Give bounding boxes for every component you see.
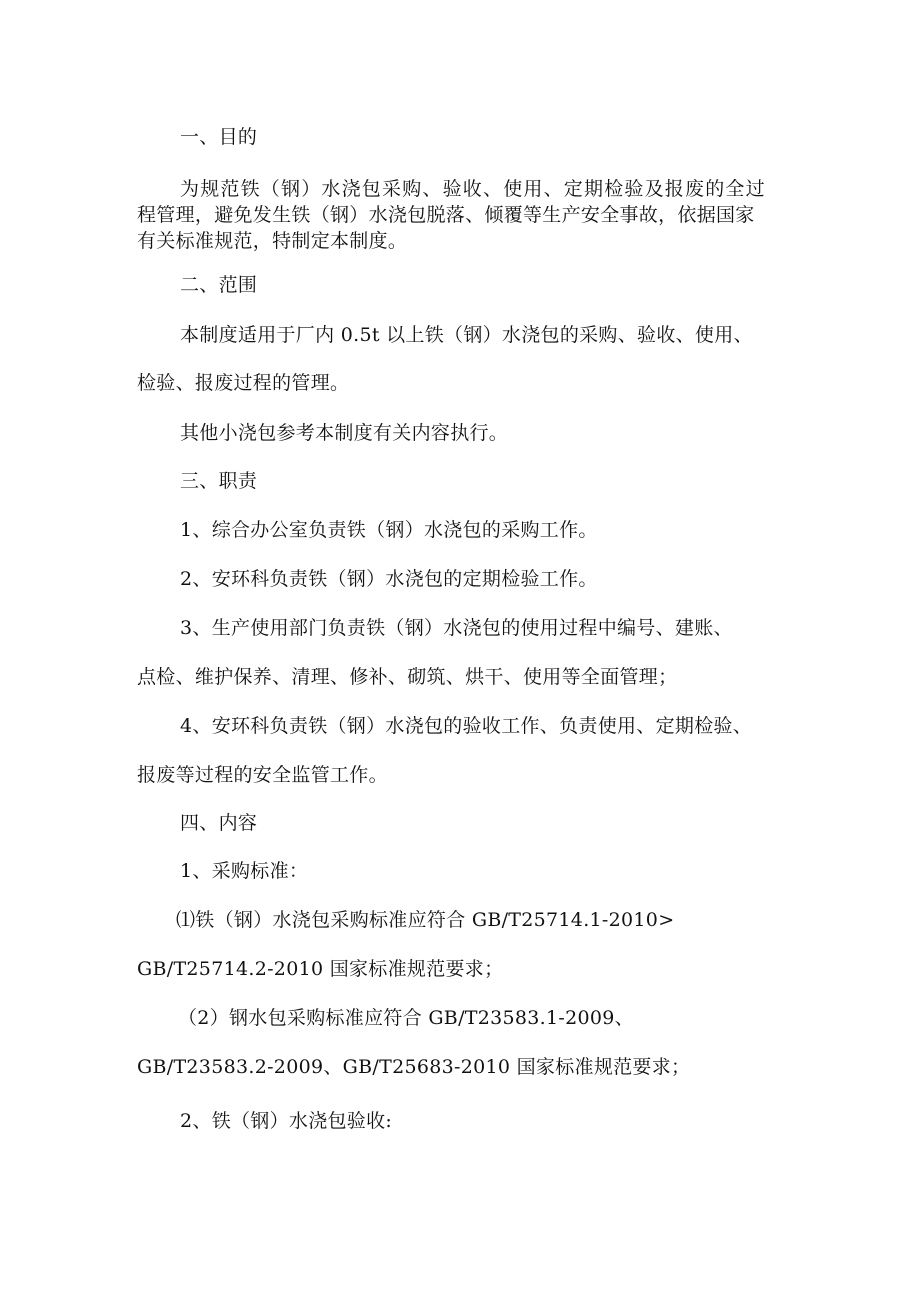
list-item: （2）钢水包采购标准应符合 GB/T23583.1-2009、 bbox=[178, 1007, 634, 1029]
paragraph-line: 为规范铁（钢）水浇包采购、验收、使用、定期检验及报废的全过 bbox=[180, 178, 766, 200]
list-item: 2、安环科负责铁（钢）水浇包的定期检验工作。 bbox=[180, 568, 598, 590]
paragraph-line: GB/T25714.2-2010 国家标准规范要求； bbox=[137, 958, 504, 980]
list-item: 1、综合办公室负责铁（钢）水浇包的采购工作。 bbox=[180, 519, 598, 541]
paragraph-line: 点检、维护保养、清理、修补、砌筑、烘干、使用等全面管理； bbox=[137, 666, 678, 688]
list-item: 2、铁（钢）水浇包验收: bbox=[180, 1110, 393, 1132]
list-item: 4、安环科负责铁（钢）水浇包的验收工作、负责使用、定期检验、 bbox=[180, 715, 753, 737]
section-heading-duties: 三、职责 bbox=[180, 470, 258, 492]
section-heading-content: 四、内容 bbox=[180, 812, 258, 834]
paragraph-line: 检验、报废过程的管理。 bbox=[137, 372, 350, 394]
list-item: ⑴铁（钢）水浇包采购标准应符合 GB/T25714.1-2010> bbox=[176, 909, 675, 931]
paragraph-line: 有关标准规范，特制定本制度。 bbox=[137, 230, 408, 252]
list-item: 3、生产使用部门负责铁（钢）水浇包的使用过程中编号、建账、 bbox=[180, 617, 733, 639]
paragraph-line: 本制度适用于厂内 0.5t 以上铁（钢）水浇包的采购、验收、使用、 bbox=[180, 324, 753, 346]
section-heading-scope: 二、范围 bbox=[180, 274, 258, 296]
paragraph-line: 程管理，避免发生铁（钢）水浇包脱落、倾覆等生产安全事故，依据国家 bbox=[137, 204, 755, 226]
section-heading-purpose: 一、目的 bbox=[180, 126, 258, 148]
paragraph-line: GB/T23583.2-2009、GB/T25683-2010 国家标准规范要求； bbox=[137, 1056, 691, 1078]
paragraph-line: 报废等过程的安全监管工作。 bbox=[137, 764, 388, 786]
paragraph-line: 其他小浇包参考本制度有关内容执行。 bbox=[180, 422, 509, 444]
list-item: 1、采购标准： bbox=[180, 860, 309, 882]
